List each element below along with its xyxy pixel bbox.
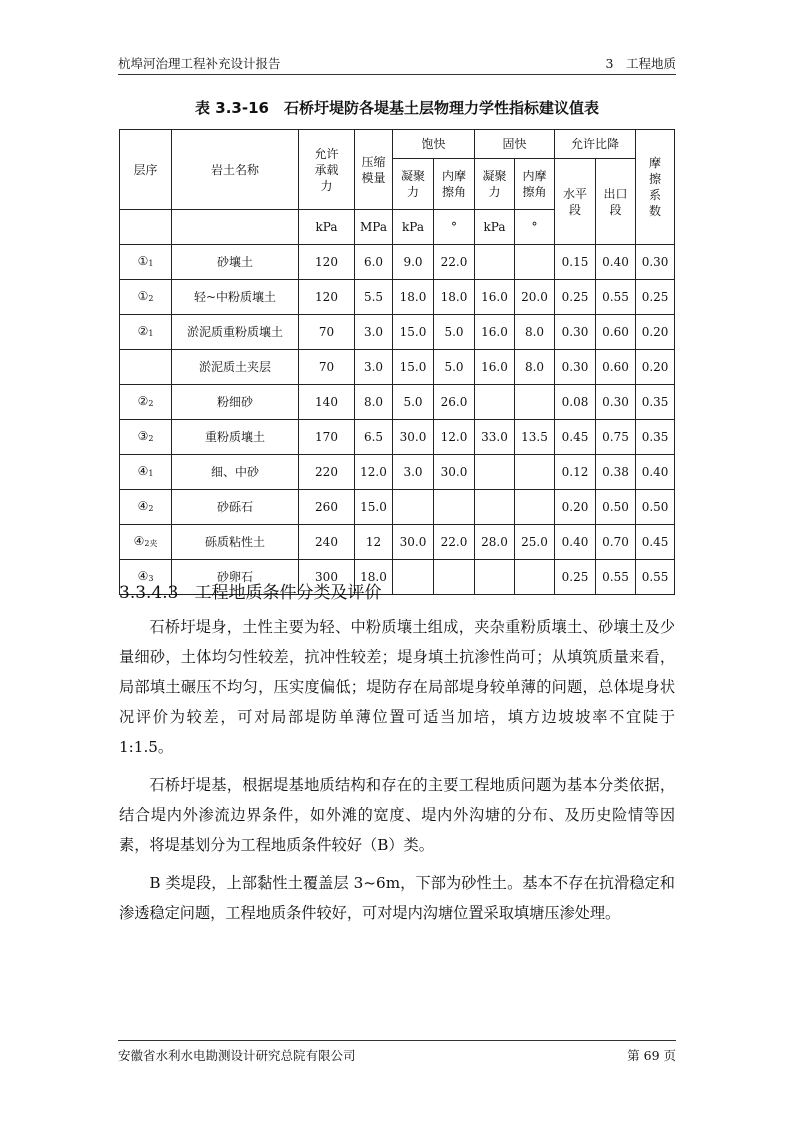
soil-name-cell: 重粉质壤土 — [172, 420, 299, 455]
soil-name-cell: 砂砾石 — [172, 490, 299, 525]
bearing-cell: 300 — [299, 560, 355, 595]
sat-cohesion-cell: 3.0 — [393, 455, 434, 490]
horizontal-gradient-cell: 0.30 — [555, 350, 596, 385]
soil-name-cell: 砾质粘性土 — [172, 525, 299, 560]
table-row — [120, 350, 675, 385]
outlet-gradient-cell: 0.70 — [596, 525, 636, 560]
header-con-angle: 内摩擦角 — [515, 159, 555, 210]
layer-subscript: 2 — [148, 398, 154, 408]
sat-cohesion-cell — [393, 490, 434, 525]
table-row — [120, 280, 675, 315]
horizontal-gradient-cell: 0.25 — [555, 560, 596, 595]
layer-subscript: 2 — [148, 503, 154, 513]
layer-cell — [120, 350, 172, 385]
unit-con-angle: ° — [515, 210, 555, 245]
table-row — [120, 245, 675, 280]
con-angle-cell — [515, 385, 555, 420]
sat-angle-cell: 5.0 — [434, 350, 475, 385]
con-cohesion-cell — [475, 245, 515, 280]
outlet-gradient-cell: 0.55 — [596, 560, 636, 595]
section-number: 3.3.4.3 — [119, 583, 179, 603]
section-body — [119, 612, 675, 936]
layer-cell — [120, 280, 172, 315]
modulus-cell: 6.0 — [355, 245, 393, 280]
layer-cell — [120, 420, 172, 455]
friction-cell: 0.20 — [636, 350, 675, 385]
bearing-cell: 70 — [299, 315, 355, 350]
footer-organization: 安徽省水利水电勘测设计研究总院有限公司 — [118, 1048, 356, 1063]
sat-angle-cell: 26.0 — [434, 385, 475, 420]
outlet-gradient-cell: 0.55 — [596, 280, 636, 315]
section-title: 工程地质条件分类及评价 — [194, 583, 382, 603]
layer-subscript: 1 — [148, 468, 154, 478]
horizontal-gradient-cell: 0.25 — [555, 280, 596, 315]
paragraph: 石桥圩堤基，根据堤基地质结构和存在的主要工程地质问题为基本分类依据，结合堤内外渗流边界条件，如外滩的宽度、堤内外沟塘的分布、及历史险情等因素，将堤基划分为工程地质条件较好（B）类。 — [119, 776, 675, 854]
header-bearing: 允许承载力 — [299, 130, 355, 210]
con-cohesion-cell — [475, 385, 515, 420]
horizontal-gradient-cell: 0.08 — [555, 385, 596, 420]
con-cohesion-cell — [475, 455, 515, 490]
paragraph: 石桥圩堤身，土性主要为轻、中粉质壤土组成，夹杂重粉质壤土、砂壤土及少量细砂，土体均匀性较差，抗冲性较差；堤身填土抗渗性尚可；从填筑质量来看，局部填土碾压不均匀，压实度偏低；堤防存在局部堤身较单薄的问题，总体堤身状况评价为较差，可对局部堤防单薄位置可适当加培，填方边坡坡率不宜陡于 1:1.5。 — [119, 618, 675, 756]
layer-cell — [120, 315, 172, 350]
layer-subscript: 1 — [148, 258, 154, 268]
sat-cohesion-cell: 15.0 — [393, 315, 434, 350]
header-sat-cohesion: 凝聚力 — [393, 159, 434, 210]
con-angle-cell: 8.0 — [515, 350, 555, 385]
table-title: 表 3.3-16 石桥圩堤防各堤基土层物理力学性指标建议值表 — [195, 99, 599, 117]
horizontal-gradient-cell: 0.12 — [555, 455, 596, 490]
table-row — [120, 490, 675, 525]
outlet-gradient-cell: 0.60 — [596, 315, 636, 350]
header-outlet: 出口段 — [596, 159, 636, 245]
table-body — [120, 245, 675, 595]
table-row — [120, 385, 675, 420]
soil-name-cell: 淤泥质土夹层 — [172, 350, 299, 385]
layer-cell — [120, 455, 172, 490]
outlet-gradient-cell: 0.75 — [596, 420, 636, 455]
layer-cell — [120, 385, 172, 420]
con-angle-cell: 20.0 — [515, 280, 555, 315]
friction-cell: 0.25 — [636, 280, 675, 315]
layer-cell — [120, 490, 172, 525]
unit-modulus: MPa — [355, 210, 393, 245]
con-angle-cell: 25.0 — [515, 525, 555, 560]
layer-cell — [120, 525, 172, 560]
horizontal-gradient-cell: 0.15 — [555, 245, 596, 280]
header-soil-name: 岩土名称 — [172, 130, 299, 210]
sat-angle-cell: 18.0 — [434, 280, 475, 315]
friction-cell: 0.40 — [636, 455, 675, 490]
unit-bearing: kPa — [299, 210, 355, 245]
header-allowable-gradient: 允许比降 — [555, 130, 636, 159]
header-saturated-quick: 饱快 — [393, 130, 475, 159]
bearing-cell: 260 — [299, 490, 355, 525]
layer-symbol: ② — [137, 393, 149, 408]
paragraph: B 类堤段，上部黏性土覆盖层 3~6m，下部为砂性土。基本不存在抗滑稳定和渗透稳定问题，工程地质条件较好，可对堤内沟塘位置采取填塘压渗处理。 — [119, 874, 675, 922]
sat-cohesion-cell: 5.0 — [393, 385, 434, 420]
friction-cell: 0.50 — [636, 490, 675, 525]
header-divider — [118, 74, 676, 75]
table-row — [120, 315, 675, 350]
friction-cell: 0.35 — [636, 385, 675, 420]
unit-con-cohesion: kPa — [475, 210, 515, 245]
sat-cohesion-cell: 18.0 — [393, 280, 434, 315]
header-modulus: 压缩模量 — [355, 130, 393, 210]
con-cohesion-cell: 16.0 — [475, 315, 515, 350]
table-row — [120, 455, 675, 490]
header-layer: 层序 — [120, 130, 172, 210]
sat-cohesion-cell: 15.0 — [393, 350, 434, 385]
bearing-cell: 70 — [299, 350, 355, 385]
layer-symbol: ① — [137, 288, 149, 303]
soil-name-cell: 轻~中粉质壤土 — [172, 280, 299, 315]
bearing-cell: 240 — [299, 525, 355, 560]
unit-empty — [172, 210, 299, 245]
layer-subscript: 2 — [148, 293, 154, 303]
modulus-cell: 12.0 — [355, 455, 393, 490]
layer-symbol: ④ — [137, 498, 149, 513]
modulus-cell: 3.0 — [355, 315, 393, 350]
sat-cohesion-cell: 30.0 — [393, 525, 434, 560]
layer-symbol: ② — [137, 323, 149, 338]
bearing-cell: 140 — [299, 385, 355, 420]
sat-angle-cell: 22.0 — [434, 525, 475, 560]
header-chapter: 3 工程地质 — [605, 56, 676, 71]
modulus-cell: 18.0 — [355, 560, 393, 595]
layer-symbol: ④ — [137, 568, 149, 583]
con-cohesion-cell — [475, 490, 515, 525]
layer-symbol: ④ — [133, 533, 145, 548]
friction-cell: 0.35 — [636, 420, 675, 455]
horizontal-gradient-cell: 0.45 — [555, 420, 596, 455]
soil-name-cell: 细、中砂 — [172, 455, 299, 490]
con-angle-cell — [515, 455, 555, 490]
page-header — [118, 54, 676, 74]
modulus-cell: 8.0 — [355, 385, 393, 420]
sat-angle-cell — [434, 560, 475, 595]
layer-symbol: ④ — [137, 463, 149, 478]
table-row — [120, 525, 675, 560]
outlet-gradient-cell: 0.60 — [596, 350, 636, 385]
sat-cohesion-cell: 30.0 — [393, 420, 434, 455]
soil-properties-table — [119, 129, 675, 595]
footer-divider — [118, 1040, 676, 1041]
layer-subscript: 2夹 — [144, 538, 158, 548]
con-cohesion-cell — [475, 560, 515, 595]
horizontal-gradient-cell: 0.30 — [555, 315, 596, 350]
outlet-gradient-cell: 0.50 — [596, 490, 636, 525]
sat-angle-cell: 5.0 — [434, 315, 475, 350]
outlet-gradient-cell: 0.30 — [596, 385, 636, 420]
header-con-cohesion: 凝聚力 — [475, 159, 515, 210]
horizontal-gradient-cell: 0.40 — [555, 525, 596, 560]
layer-subscript: 3 — [148, 573, 154, 583]
con-cohesion-cell: 16.0 — [475, 350, 515, 385]
header-horizontal: 水平段 — [555, 159, 596, 245]
con-angle-cell — [515, 245, 555, 280]
friction-cell: 0.30 — [636, 245, 675, 280]
bearing-cell: 220 — [299, 455, 355, 490]
soil-name-cell: 淤泥质重粉质壤土 — [172, 315, 299, 350]
footer-page-number: 第 69 页 — [627, 1048, 676, 1063]
unit-empty — [120, 210, 172, 245]
table-row — [120, 420, 675, 455]
friction-cell: 0.20 — [636, 315, 675, 350]
header-report-title: 杭埠河治理工程补充设计报告 — [118, 56, 281, 71]
layer-symbol: ③ — [137, 428, 149, 443]
layer-subscript: 2 — [148, 433, 154, 443]
con-angle-cell — [515, 490, 555, 525]
con-angle-cell: 8.0 — [515, 315, 555, 350]
layer-subscript: 1 — [148, 328, 154, 338]
friction-cell: 0.55 — [636, 560, 675, 595]
con-cohesion-cell: 16.0 — [475, 280, 515, 315]
sat-angle-cell: 30.0 — [434, 455, 475, 490]
outlet-gradient-cell: 0.38 — [596, 455, 636, 490]
sat-angle-cell — [434, 490, 475, 525]
con-cohesion-cell: 28.0 — [475, 525, 515, 560]
modulus-cell: 6.5 — [355, 420, 393, 455]
soil-name-cell: 砂壤土 — [172, 245, 299, 280]
sat-angle-cell: 12.0 — [434, 420, 475, 455]
header-consolidated-quick: 固快 — [475, 130, 555, 159]
layer-symbol: ① — [137, 253, 149, 268]
con-angle-cell: 13.5 — [515, 420, 555, 455]
section-heading — [119, 578, 381, 603]
bearing-cell: 120 — [299, 245, 355, 280]
sat-cohesion-cell: 9.0 — [393, 245, 434, 280]
bearing-cell: 170 — [299, 420, 355, 455]
modulus-cell: 3.0 — [355, 350, 393, 385]
sat-cohesion-cell — [393, 560, 434, 595]
sat-angle-cell: 22.0 — [434, 245, 475, 280]
soil-name-cell: 粉细砂 — [172, 385, 299, 420]
modulus-cell: 15.0 — [355, 490, 393, 525]
horizontal-gradient-cell: 0.20 — [555, 490, 596, 525]
header-friction: 摩擦系数 — [636, 130, 675, 245]
layer-cell — [120, 245, 172, 280]
outlet-gradient-cell: 0.40 — [596, 245, 636, 280]
friction-cell: 0.45 — [636, 525, 675, 560]
header-sat-angle: 内摩擦角 — [434, 159, 475, 210]
con-cohesion-cell: 33.0 — [475, 420, 515, 455]
page-footer — [118, 1046, 676, 1066]
soil-name-cell: 砂卵石 — [172, 560, 299, 595]
bearing-cell: 120 — [299, 280, 355, 315]
con-angle-cell — [515, 560, 555, 595]
unit-sat-cohesion: kPa — [393, 210, 434, 245]
modulus-cell: 5.5 — [355, 280, 393, 315]
unit-sat-angle: ° — [434, 210, 475, 245]
modulus-cell: 12 — [355, 525, 393, 560]
